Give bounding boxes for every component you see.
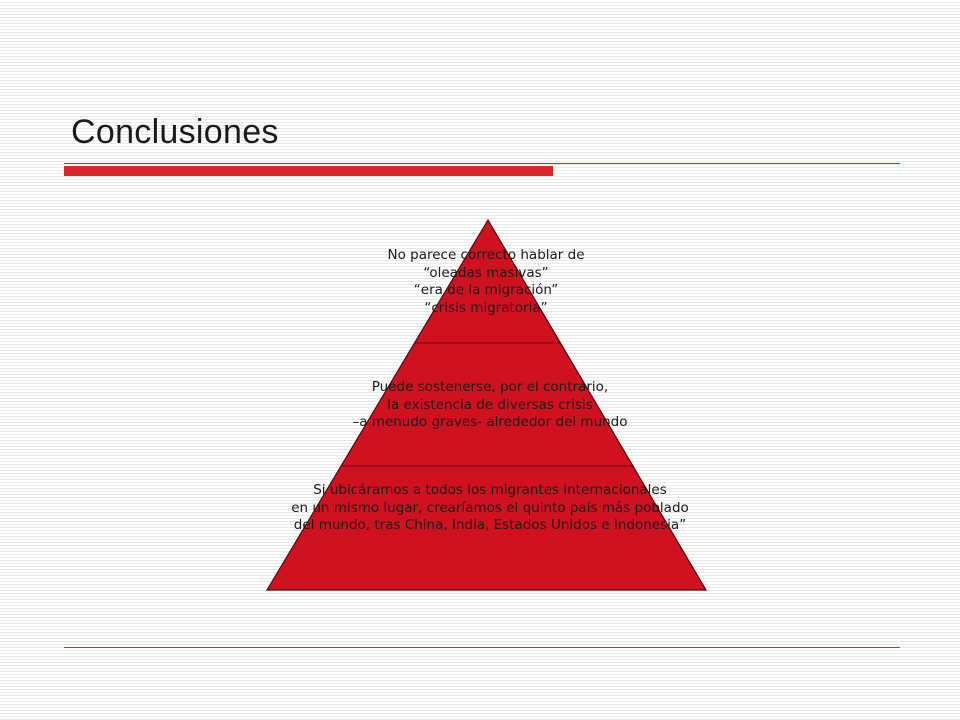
pyramid-level-bottom-line: Si ubicáramos a todos los migrantes internacionales <box>313 482 667 498</box>
footer-rule <box>64 647 900 648</box>
pyramid-level-middle-line: Puede sostenerse, por el contrario, <box>371 379 609 395</box>
pyramid-level-bottom-line: en un mismo lugar, crearíamos el quinto país más poblado <box>291 499 689 516</box>
pyramid-level-top-line: “oleadas masivas” <box>423 264 549 281</box>
pyramid-level-middle-line: la existencia de diversas crisis <box>387 396 593 413</box>
pyramid-level-middle-line: –a menudo graves- alrededor del mundo <box>352 414 628 430</box>
pyramid-level-bottom-text <box>180 482 800 535</box>
pyramid-level-top-line: No parece correcto hablar de <box>387 247 585 263</box>
pyramid-level-top-line: “crisis migratoria” <box>424 299 548 316</box>
pyramid-level-top-text <box>176 247 796 317</box>
pyramid-level-middle-text <box>180 379 800 432</box>
pyramid-level-bottom-line: del mundo, tras China, India, Estados Unidos e Indonesia” <box>293 517 687 533</box>
pyramid-level-top-line: “era de la migración” <box>413 282 559 298</box>
slide-title: Conclusiones <box>71 113 279 151</box>
